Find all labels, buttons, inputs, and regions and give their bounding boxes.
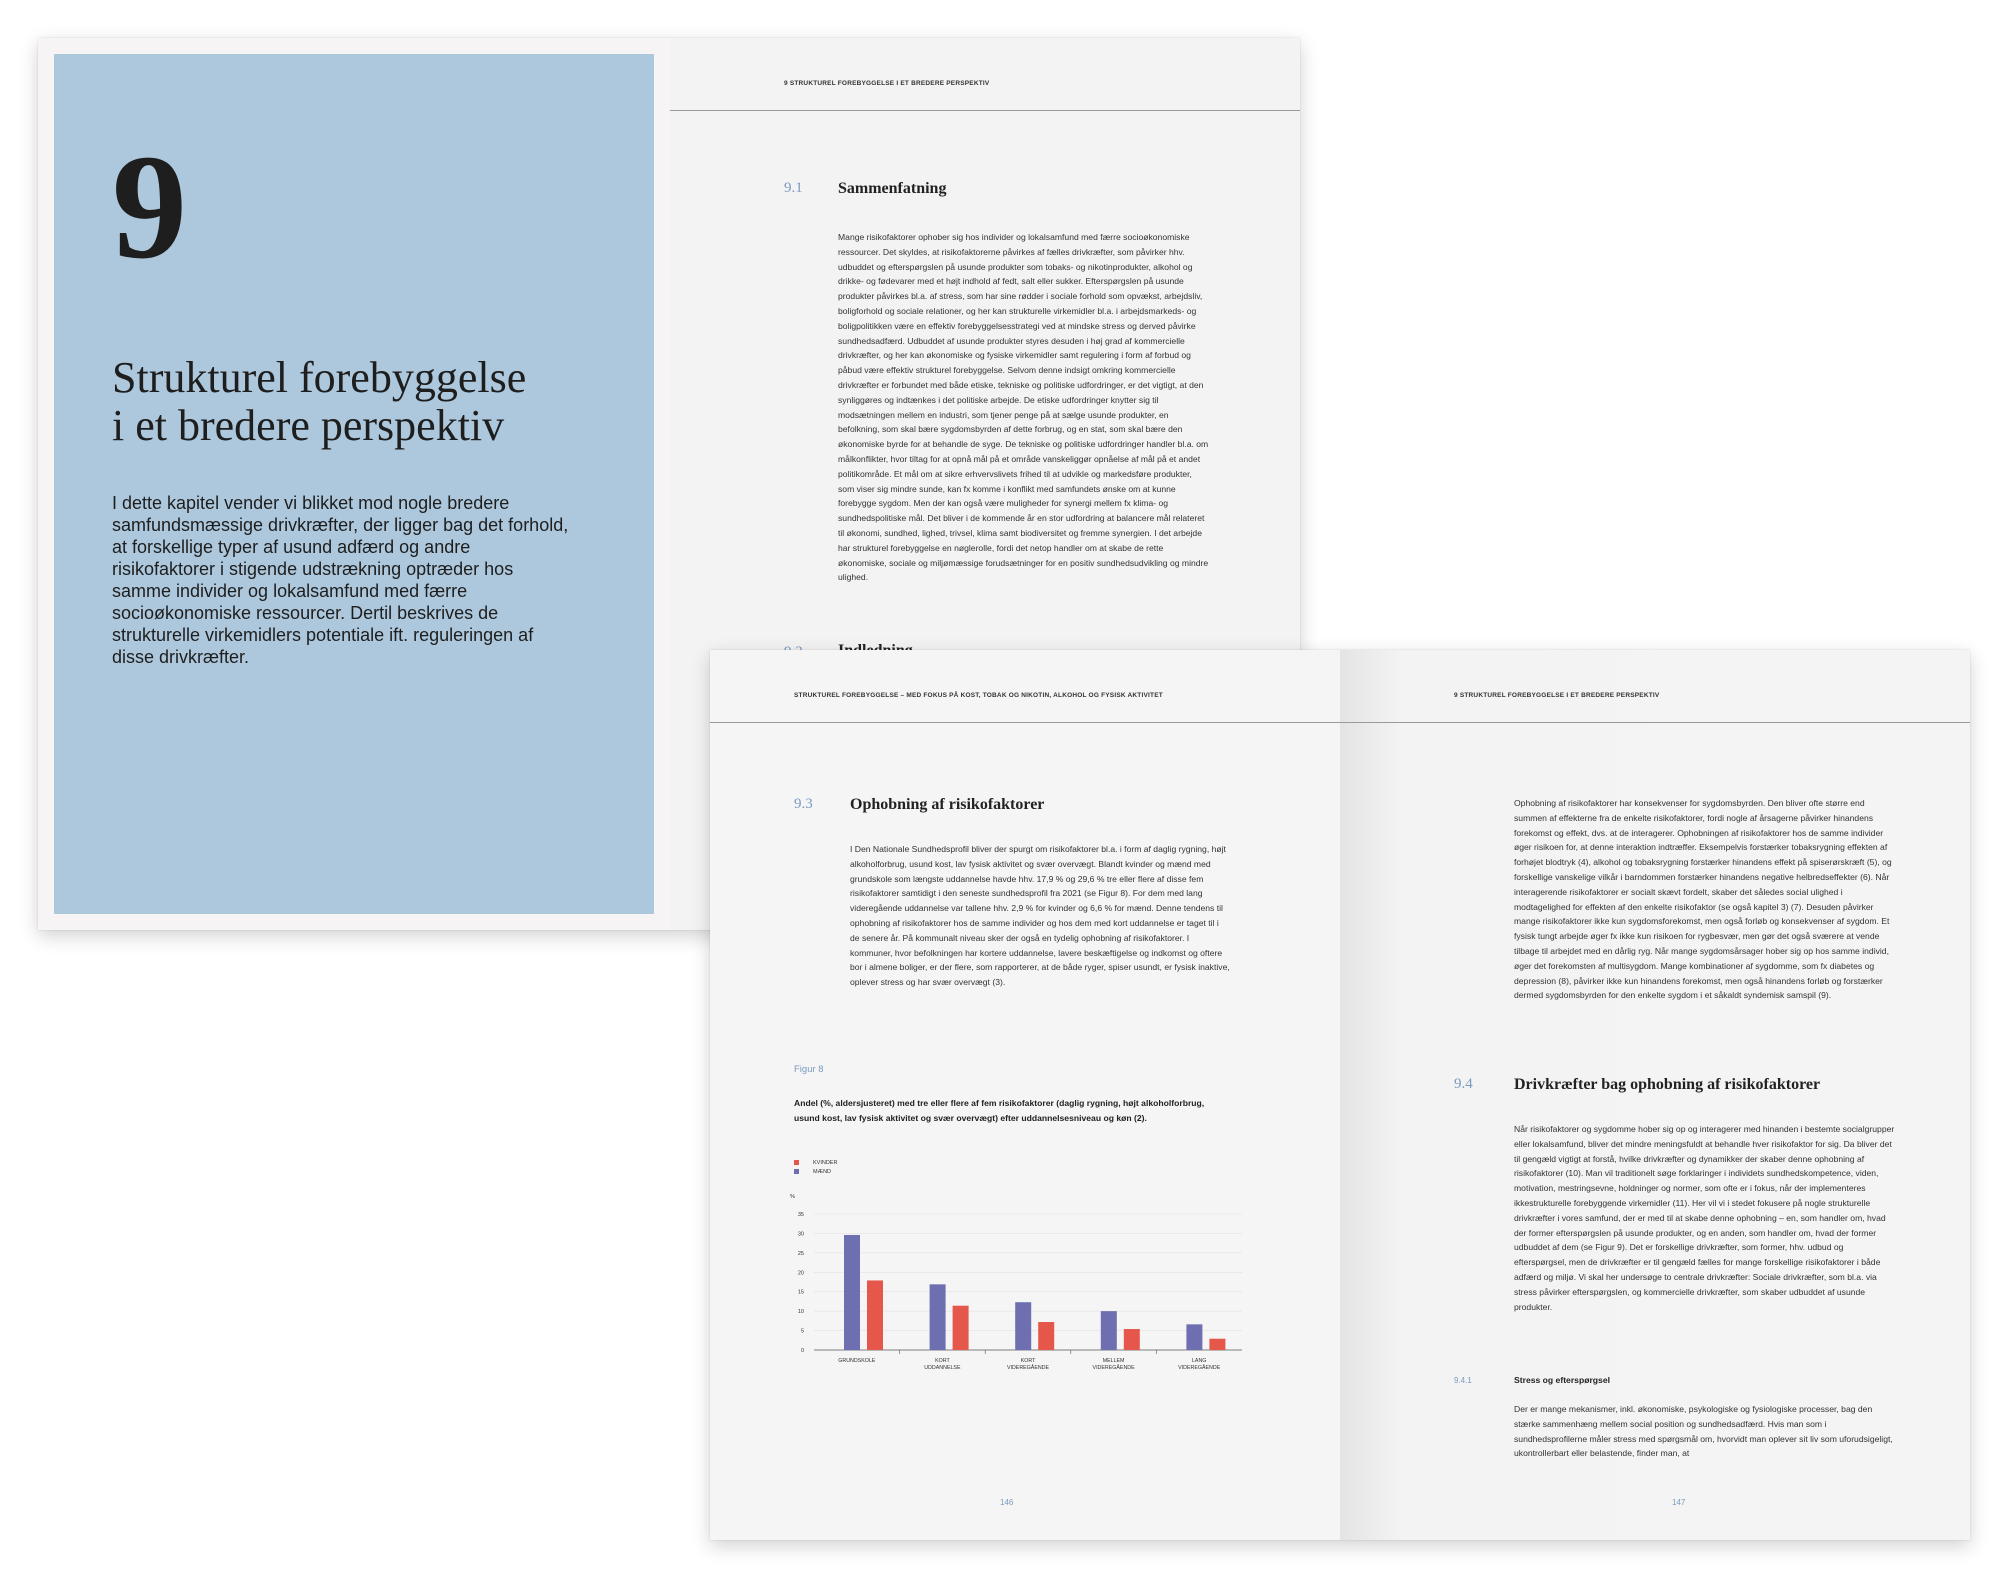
y-axis-unit: %	[790, 1194, 795, 1200]
bar-kvinder-3	[1124, 1329, 1140, 1350]
bar-maend-4	[1186, 1324, 1202, 1350]
running-head: STRUKTUREL FOREBYGGELSE – MED FOKUS PÅ KOST, TOBAK OG NIKOTIN, ALKOHOL OG FYSISK AKTIVITET	[794, 692, 1163, 699]
chart-legend	[794, 1158, 837, 1176]
section-title: Drivkræfter bag ophobning af risikofaktorer	[1514, 1076, 1821, 1093]
chapter-title	[112, 354, 632, 450]
x-tick-label: KORT	[935, 1358, 950, 1364]
section-number: 9.1	[784, 180, 803, 196]
y-tick-label: 35	[797, 1212, 804, 1218]
legend-kvinder	[794, 1158, 837, 1167]
bar-maend-3	[1101, 1311, 1117, 1350]
continuation-body: Ophobning af risikofaktorer har konsekvenser for sygdomsbyrden. Den bliver ofte større end summen af effekterne fra de enkelte risikofaktorer, fordi nogle af årsagerne påvirker hinandens forekomst og effekt, dvs. at de interagerer. Ophobningen af risikofaktorer hos de samme individer øger risikoen for, at denne interaktion indtræffer. Eksempelvis forstærker tobaksrygning effekten af forhøjet blodtryk (4), alkohol og tobaksrygning forstærker hinandens effekt på spiserørskræft (5), og forskellige vanskelige vilkår i barndommen forstærker hinandens negative helbredseffekter (6). Når interagerende risikofaktorer er socialt skævt fordelt, skaber det således social ulighed i modtagelighed for effekten af den enkelte risikofaktor (se også kapitel 3) (7). Desuden påvirker mange risikofaktorer ikke kun sygdomsforekomst, men også forløb og konsekvenser af sygdom. Et fysisk tungt arbejde øger fx ikke kun risikoen for rygbesvær, men gør det også sværere at vende tilbage til arbejdet med en dårlig ryg. Når mange sygdomsårsager hober sig op hos samme individ, øger det forekomsten af multisygdom. Mange kombinationer af sygdomme, som fx diabetes og depression (8), påvirker ikke kun hinandens forekomst, men også hinandens forløb og forstærker dermed sygdomsbyrden for den enkelte sygdom i et såkaldt syndemisk samspil (9).	[1514, 798, 1892, 1001]
y-tick-label: 10	[797, 1309, 804, 1316]
x-tick-label: KORT	[1020, 1358, 1036, 1364]
legend-label-kvinder: KVINDER	[813, 1159, 838, 1166]
x-tick-label: LANG	[1191, 1358, 1207, 1364]
x-tick-label: UDDANNELSE	[924, 1365, 961, 1370]
x-tick-label: GRUNDSKOLE	[838, 1358, 876, 1364]
bar-kvinder-0	[867, 1280, 883, 1350]
figure-caption: Andel (%, aldersjusteret) med tre eller flere af fem risikofaktorer (daglig rygning, højt alkoholforbrug, usund kost, lav fysisk aktivitet og svær overvægt) efter uddannelsesniveau og køn (2).	[794, 1098, 1205, 1123]
running-head: 9 STRUKTUREL FOREBYGGELSE I ET BREDERE PERSPEKTIV	[1454, 692, 1660, 699]
x-tick-label: VIDEREGÅENDE	[1092, 1365, 1135, 1370]
page-number: 146	[1000, 1498, 1014, 1507]
y-tick-label: 0	[800, 1348, 804, 1354]
section-title: Ophobning af risikofaktorer	[850, 796, 1045, 813]
chapter-title-line1: Strukturel forebyggelse	[112, 353, 527, 402]
x-tick-label: VIDEREGÅENDE	[1178, 1365, 1221, 1370]
bottom-spread	[710, 650, 1970, 1540]
section-number: 9.3	[794, 796, 813, 812]
x-tick-label: MELLEM	[1102, 1358, 1125, 1364]
y-tick-label: 5	[800, 1328, 804, 1335]
legend-label-maend: MÆND	[813, 1168, 832, 1175]
chapter-number: 9	[112, 124, 187, 290]
y-tick-label: 30	[797, 1231, 804, 1238]
page-number: 147	[1672, 1498, 1686, 1507]
y-tick-label: 25	[797, 1250, 804, 1257]
section-body: I Den Nationale Sundhedsprofil bliver der spurgt om risikofaktorer bl.a. i form af daglig rygning, højt alkoholforbrug, usund kost, lav fysisk aktivitet og svær overvægt. Blandt kvinder og mænd med grundskole som længste uddannelse havde hhv. 17,9 % og 29,6 % tre eller flere af disse fem risikofaktorer samtidigt i den seneste sundhedsprofil fra 2021 (se Figur 8). For dem med lang videregående uddannelse var tallene hhv. 2,9 % for kvinder og 6,6 % for mænd. Denne tendens til ophobning af risikofaktorer hos de samme individer og hos dem med kort uddannelse er taget til i de senere år. På kommunalt niveau sker der også en tydelig ophobning af risikofaktorer. I kommuner, hvor befolkningen har kortere uddannelse, lavere beskæftigelse og indkomst og oftere bor i almene boliger, er der flere, som rapporterer, at de både ryger, spiser usundt, er fysisk inaktive, oplever stress og har svær overvægt (3).	[850, 844, 1230, 988]
subsection-title: Stress og efterspørgsel	[1514, 1375, 1610, 1385]
bar-maend-0	[844, 1235, 860, 1350]
legend-swatch-maend	[794, 1169, 799, 1174]
legend-swatch-kvinder	[794, 1160, 799, 1165]
bar-chart	[786, 1184, 1246, 1370]
x-tick-label: VIDEREGÅENDE	[1006, 1365, 1050, 1370]
header-rule	[1340, 722, 1970, 723]
chapter-intro: I dette kapitel vender vi blikket mod nogle bredere samfundsmæssige drivkræfter, der ligger bag det forhold, at forskellige typer af usund adfærd og andre risikofaktorer i stigende udstrækning optræder hos samme individer og lokalsamfund med færre socioøkonomiske ressourcer. Dertil beskrives de strukturelle virkemidlers potentiale ift. reguleringen af disse drivkræfter.	[112, 493, 569, 667]
header-rule	[670, 110, 1300, 111]
legend-maend	[794, 1167, 837, 1176]
section-body: Når risikofaktorer og sygdomme hober sig op og interagerer med hinanden i bestemte socialgrupper eller lokalsamfund, bliver det mindre meningsfuldt at behandle hver risikofaktor for sig. Da bliver det til gengæld vigtigt at forstå, hvilke drivkræfter og dynamikker der skaber denne ophobning af risikofaktorer (10). Man vil traditionelt søge forklaringer i individets sundhedskompetence, viden, motivation, mestringsevne, holdninger og normer, som ofte er i fokus, når der implementeres ikkestrukturelle forebyggende virkemidler (11). Her vil vi i stedet fokusere på nogle strukturelle drivkræfter i vores samfund, der er med til at skabe denne ophobning – en, som handler om, hvad der former efterspørgslen på usunde produkter, og en anden, som handler om, hvad der former udbuddet af dem (se Figur 9). Det er forskellige drivkræfter, som former, hhv. udbud og efterspørgsel, men de drivkræfter er til gengæld fælles for mange forskellige risikofaktorer i både adfærd og miljø. Vi skal her undersøge to centrale drivkræfter: Sociale drivkræfter, som bl.a. via stress påvirker efterspørgslen, og kommercielle drivkræfter, som skaber udbuddet af usunde produkter.	[1514, 1124, 1895, 1312]
page-146	[710, 650, 1340, 1540]
subsection-body: Der er mange mekanismer, inkl. økonomiske, psykologiske og fysiologiske processer, bag den stærke sammenhæng mellem social position og sundhedsadfærd. Hvis man som i sundhedsprofilerne måler stress med spørgsmål om, hvorvidt man oplever sit liv som uforudsigeligt, ukontrollerbart eller belastende, finder man, at	[1514, 1404, 1893, 1459]
y-tick-label: 15	[797, 1289, 804, 1296]
bar-kvinder-1	[953, 1306, 969, 1350]
header-rule	[710, 722, 1340, 723]
page-147	[1340, 650, 1970, 1540]
summary-body: Mange risikofaktorer ophober sig hos individer og lokalsamfund med færre socioøkonomiske ressourcer. Det skyldes, at risikofaktorerne påvirkes af fælles drivkræfter, som påvirker hhv. udbuddet og efterspørgslen på usunde produkter som tobaks- og nikotinprodukter, alkohol og drikke- og fødevarer med et højt indhold af fedt, salt eller sukker. Efterspørgslen på usunde produkter påvirkes bl.a. af stress, som har sine rødder i sociale forhold som opvækst, arbejdsliv, boligforhold og sociale relationer, og her kan strukturelle virkemidler bl.a. i arbejdsmarkeds- og boligpolitikken være en effektiv forebyggelsesstrategi ved at mindske stress og derved påvirke sundhedsadfærd. Udbuddet af usunde produkter styres desuden i høj grad af kommercielle drivkræfter, og her kan økonomiske og fysiske virkemidler samt regulering i form af forbud og påbud være effektiv strukturel forebyggelse. Selvom denne indsigt omkring kommercielle drivkræfter er forbundet med både etiske, tekniske og politiske udfordringer, er det vigtigt, at den synliggøres og indtænkes i det politiske arbejde. De etiske udfordringer knytter sig til modsætningen mellem en industri, som tjener penge på at sælge usunde produkter, en befolkning, som skal bære sygdomsbyrden af dette forbrug, og en stat, som skal bære den økonomiske byrde for at behandle de syge. De tekniske og politiske udfordringer handler bl.a. om målkonflikter, hvor tiltag for at opnå mål på et område vanskeliggør opnåelse af mål på et andet politikområde. Et mål om at sikre erhvervslivets frihed til at udvikle og markedsføre produkter, som viser sig mindre sunde, kan fx komme i konflikt med samfundets ønske om at kunne forebygge sygdom. Men der kan også være muligheder for synergi mellem fx klima- og sundhedspolitiske mål. Det bliver i de kommende år en stor udfordring at balancere mål relateret til økonomi, sundhed, lighed, trivsel, klima samt biodiversitet og fremme synergien. I det arbejde har strukturel forebyggelse en nøglerolle, fordi det netop handler om at skabe de rette økonomiske, sociale og miljømæssige forudsætninger for en positiv sundhedsudvikling og mindre ulighed.	[838, 232, 1209, 583]
section-number: 9.4	[1454, 1076, 1473, 1092]
bar-kvinder-2	[1038, 1322, 1054, 1350]
figure-label: Figur 8	[794, 1064, 824, 1075]
bar-maend-1	[930, 1284, 946, 1350]
y-tick-label: 20	[797, 1270, 804, 1277]
section-title: Sammenfatning	[838, 180, 947, 197]
chapter-title-line2: i et bredere perspektiv	[112, 401, 505, 450]
bar-kvinder-4	[1209, 1339, 1225, 1350]
cover-page	[38, 38, 670, 930]
cover-panel	[54, 54, 654, 914]
subsection-number: 9.4.1	[1454, 1376, 1472, 1385]
running-head: 9 STRUKTUREL FOREBYGGELSE I ET BREDERE PERSPEKTIV	[784, 80, 990, 87]
bar-maend-2	[1015, 1302, 1031, 1350]
